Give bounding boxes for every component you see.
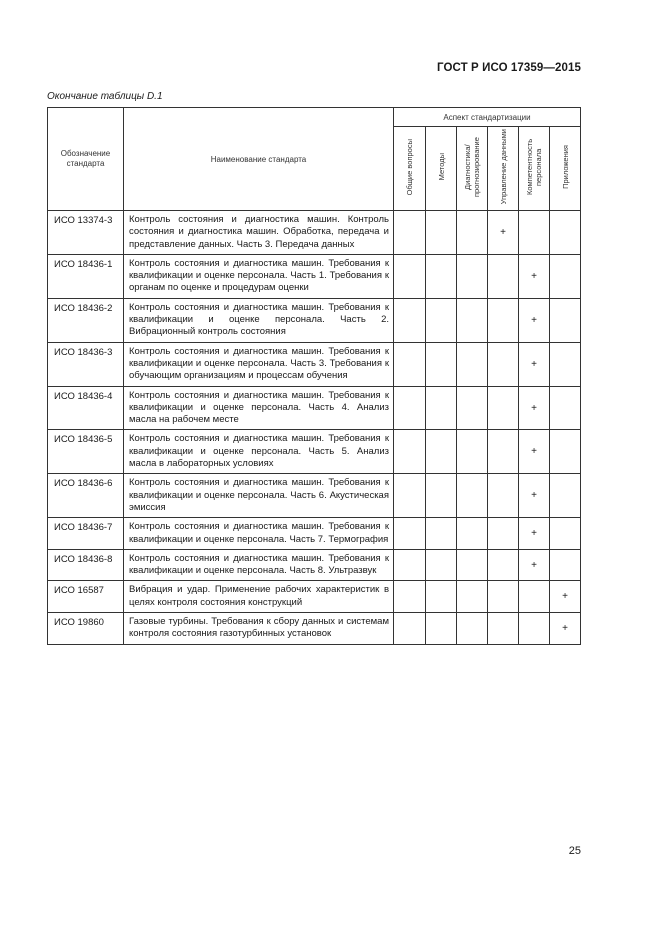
aspect-mark — [426, 549, 457, 581]
aspect-mark — [488, 386, 519, 430]
aspect-mark — [394, 254, 426, 298]
aspect-mark — [488, 298, 519, 342]
table-row — [48, 298, 581, 342]
aspect-mark — [488, 254, 519, 298]
aspect-mark — [457, 613, 488, 645]
aspect-mark — [457, 211, 488, 255]
aspect-mark — [550, 298, 581, 342]
aspect-mark — [457, 518, 488, 550]
standard-name: Контроль состояния и диагностика машин. Требования к квалификации и оценке персонала. Часть 6. Акустическая эмиссия — [124, 474, 394, 518]
standards-table — [47, 107, 581, 645]
aspect-mark — [457, 474, 488, 518]
aspect-header-diagnostics: Диагностика/ прогнозирование — [457, 127, 488, 211]
aspect-mark — [426, 298, 457, 342]
standard-code: ИСО 19860 — [48, 613, 124, 645]
table-row — [48, 549, 581, 581]
column-header-name: Наименование стандарта — [124, 108, 394, 211]
aspect-header-appendices: Приложения — [550, 127, 581, 211]
aspect-mark — [488, 549, 519, 581]
aspect-mark — [457, 342, 488, 386]
document-header: ГОСТ Р ИСО 17359—2015 — [436, 62, 581, 74]
standard-code: ИСО 18436-7 — [48, 518, 124, 550]
aspect-mark — [488, 342, 519, 386]
standard-name: Вибрация и удар. Применение рабочих характеристик в целях контроля состояния конструкций — [124, 581, 394, 613]
column-header-code: Обозначение стандарта — [48, 108, 124, 211]
aspect-mark — [394, 613, 426, 645]
aspect-mark: + — [488, 211, 519, 255]
aspect-mark — [550, 386, 581, 430]
aspect-mark — [394, 474, 426, 518]
aspect-mark — [426, 386, 457, 430]
aspect-mark — [457, 254, 488, 298]
aspect-mark — [426, 254, 457, 298]
aspect-mark — [550, 211, 581, 255]
aspect-mark — [394, 298, 426, 342]
aspect-mark — [426, 342, 457, 386]
aspect-mark — [550, 518, 581, 550]
standard-name: Контроль состояния и диагностика машин. Требования к квалификации и оценке персонала. Часть 1. Требования к органам по оценке и процедурам оценки — [124, 254, 394, 298]
aspect-mark — [426, 613, 457, 645]
aspect-mark — [550, 430, 581, 474]
standard-name: Контроль состояния и диагностика машин. Требования к квалификации и оценке персонала. Часть 4. Анализ масла на рабочем месте — [124, 386, 394, 430]
aspect-mark — [457, 298, 488, 342]
aspect-mark: + — [519, 386, 550, 430]
standard-name: Контроль состояния и диагностика машин. Требования к квалификации и оценке персонала. Часть 5. Анализ масла в лабораторных условиях — [124, 430, 394, 474]
table-row — [48, 518, 581, 550]
aspect-mark: + — [519, 254, 550, 298]
table-row — [48, 386, 581, 430]
column-header-aspect: Аспект стандартизации — [394, 108, 581, 127]
aspect-mark — [550, 342, 581, 386]
standard-code: ИСО 18436-5 — [48, 430, 124, 474]
aspect-mark — [488, 581, 519, 613]
page-number: 25 — [568, 845, 581, 857]
aspect-mark — [519, 613, 550, 645]
standard-code: ИСО 13374-3 — [48, 211, 124, 255]
aspect-mark — [394, 386, 426, 430]
aspect-mark — [488, 474, 519, 518]
aspect-mark — [550, 474, 581, 518]
aspect-mark — [426, 474, 457, 518]
aspect-mark — [457, 581, 488, 613]
aspect-mark — [394, 211, 426, 255]
table-caption: Окончание таблицы D.1 — [47, 91, 163, 102]
aspect-mark — [426, 430, 457, 474]
aspect-mark — [550, 254, 581, 298]
aspect-header-general: Общие вопросы — [394, 127, 426, 211]
standard-code: ИСО 18436-6 — [48, 474, 124, 518]
table-row — [48, 613, 581, 645]
table-row — [48, 211, 581, 255]
aspect-mark — [488, 430, 519, 474]
aspect-header-personnel: Компетентность персонала — [519, 127, 550, 211]
standard-name: Контроль состояния и диагностика машин. Требования к квалификации и оценке персонала. Часть 2. Вибрационный контроль состояния — [124, 298, 394, 342]
standard-name: Контроль состояния и диагностика машин. Требования к квалификации и оценке персонала. Часть 8. Ультразвук — [124, 549, 394, 581]
aspect-mark — [394, 342, 426, 386]
aspect-mark — [519, 211, 550, 255]
standard-code: ИСО 18436-2 — [48, 298, 124, 342]
aspect-mark — [488, 613, 519, 645]
aspect-mark: + — [519, 298, 550, 342]
standard-name: Контроль состояния и диагностика машин. Контроль состояния и диагностика машин. Обработка, передача и представление данных. Часть 3. Передача данных — [124, 211, 394, 255]
aspect-mark — [426, 581, 457, 613]
aspect-mark — [394, 581, 426, 613]
aspect-mark — [519, 581, 550, 613]
aspect-mark: + — [550, 613, 581, 645]
aspect-mark: + — [519, 474, 550, 518]
table-row — [48, 342, 581, 386]
table-row — [48, 430, 581, 474]
standard-name: Контроль состояния и диагностика машин. Требования к квалификации и оценке персонала. Часть 3. Требования к обучающим организациям и процессам обучения — [124, 342, 394, 386]
aspect-mark — [457, 386, 488, 430]
aspect-header-data-management: Управление данными — [488, 127, 519, 211]
aspect-mark — [457, 549, 488, 581]
aspect-mark — [394, 518, 426, 550]
aspect-mark: + — [519, 518, 550, 550]
aspect-mark — [426, 518, 457, 550]
table-row — [48, 581, 581, 613]
table-row — [48, 254, 581, 298]
table-row — [48, 474, 581, 518]
aspect-mark — [488, 518, 519, 550]
standard-code: ИСО 18436-3 — [48, 342, 124, 386]
standard-name: Газовые турбины. Требования к сбору данных и системам контроля состояния газотурбинных установок — [124, 613, 394, 645]
aspect-mark — [394, 430, 426, 474]
standard-code: ИСО 18436-1 — [48, 254, 124, 298]
aspect-mark — [550, 549, 581, 581]
standard-code: ИСО 18436-8 — [48, 549, 124, 581]
aspect-mark: + — [519, 342, 550, 386]
aspect-mark — [394, 549, 426, 581]
aspect-mark: + — [519, 430, 550, 474]
standard-code: ИСО 16587 — [48, 581, 124, 613]
aspect-mark — [457, 430, 488, 474]
standard-name: Контроль состояния и диагностика машин. Требования к квалификации и оценке персонала. Часть 7. Термография — [124, 518, 394, 550]
aspect-mark — [426, 211, 457, 255]
aspect-mark: + — [550, 581, 581, 613]
aspect-header-methods: Методы — [426, 127, 457, 211]
standard-code: ИСО 18436-4 — [48, 386, 124, 430]
aspect-mark: + — [519, 549, 550, 581]
